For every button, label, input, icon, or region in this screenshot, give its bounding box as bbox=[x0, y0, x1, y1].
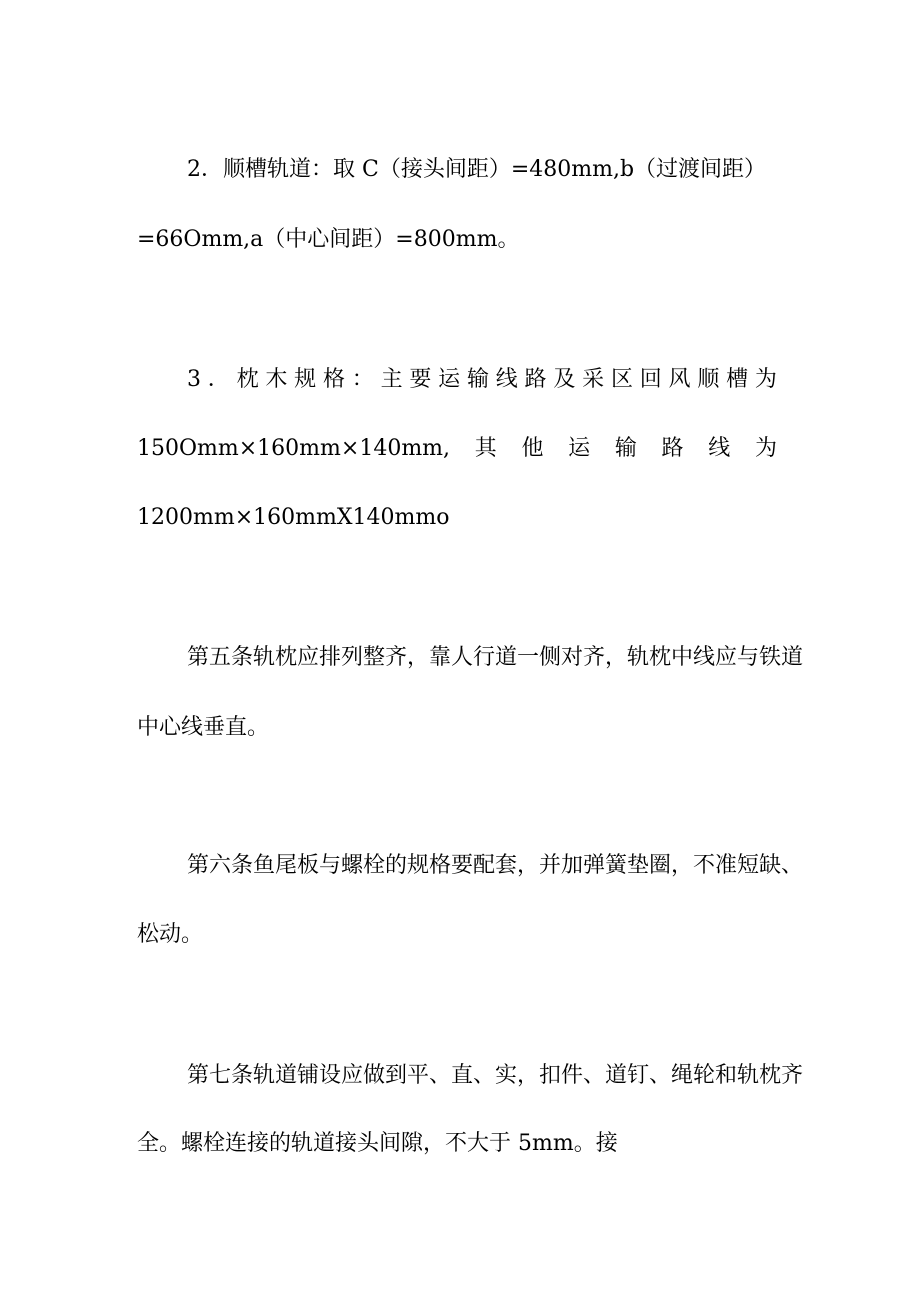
paragraph-5-line-1: 第七条轨道铺设应做到平、直、实，扣件、道钉、绳轮和轨枕齐 bbox=[187, 1063, 804, 1088]
paragraph-3-line-2: 中心线垂直。 bbox=[137, 715, 270, 740]
p2-l2-word: 其 bbox=[474, 436, 497, 461]
p2-l1-word: 回 bbox=[639, 367, 662, 392]
p2-l1-word: 顺 bbox=[697, 367, 720, 392]
p2-l2-word: 150Omm×160mm×140mm, bbox=[137, 436, 451, 461]
paragraph-3-line-1: 第五条轨枕应排列整齐，靠人行道一侧对齐，轨枕中线应与铁道 bbox=[187, 645, 804, 670]
paragraph-5-line-2: 全。螺栓连接的轨道接头间隙，不大于 5mm。接 bbox=[137, 1131, 618, 1156]
p2-l1-word: 3 bbox=[187, 367, 201, 392]
paragraph-2-line-1 bbox=[187, 365, 777, 395]
p2-l1-word: 风 bbox=[668, 367, 691, 392]
p2-l1-word: 及 bbox=[553, 367, 576, 392]
p2-l1-word: 枕 bbox=[236, 367, 259, 392]
p2-l2-word: 为 bbox=[754, 436, 777, 461]
p2-l1-word: 路 bbox=[524, 367, 547, 392]
paragraph-4-line-2: 松动。 bbox=[137, 922, 204, 947]
p2-l1-word: ． bbox=[207, 367, 230, 392]
p2-l1-word: 线 bbox=[495, 367, 518, 392]
paragraph-4-line-1: 第六条鱼尾板与螺栓的规格要配套，并加弹簧垫圈，不准短缺、 bbox=[187, 853, 804, 878]
p2-l1-word: 采 bbox=[582, 367, 605, 392]
p2-l1-word: 格 bbox=[322, 367, 345, 392]
p2-l1-word: 主 bbox=[380, 367, 403, 392]
p2-l1-word: 要 bbox=[409, 367, 432, 392]
paragraph-2-line-3: 1200mm×160mmX140mmo bbox=[137, 505, 450, 530]
p2-l1-word: 规 bbox=[294, 367, 317, 392]
p2-l1-word: 为 bbox=[754, 367, 777, 392]
paragraph-1-line-1: 2．顺槽轨道：取 C（接头间距）=480mm,b（过渡间距） bbox=[187, 157, 767, 182]
p2-l1-word: 木 bbox=[265, 367, 288, 392]
p2-l2-word: 路 bbox=[661, 436, 684, 461]
paragraph-2-line-2 bbox=[137, 434, 777, 464]
p2-l2-word: 运 bbox=[568, 436, 591, 461]
paragraph-1-line-2: =66Omm,a（中心间距）=800mm。 bbox=[137, 227, 520, 252]
p2-l2-word: 输 bbox=[614, 436, 637, 461]
p2-l1-word: 区 bbox=[610, 367, 633, 392]
p2-l1-word: 输 bbox=[466, 367, 489, 392]
p2-l1-word: 槽 bbox=[726, 367, 749, 392]
p2-l1-word: ： bbox=[351, 367, 374, 392]
p2-l2-word: 线 bbox=[708, 436, 731, 461]
p2-l2-word: 他 bbox=[521, 436, 544, 461]
p2-l1-word: 运 bbox=[438, 367, 461, 392]
